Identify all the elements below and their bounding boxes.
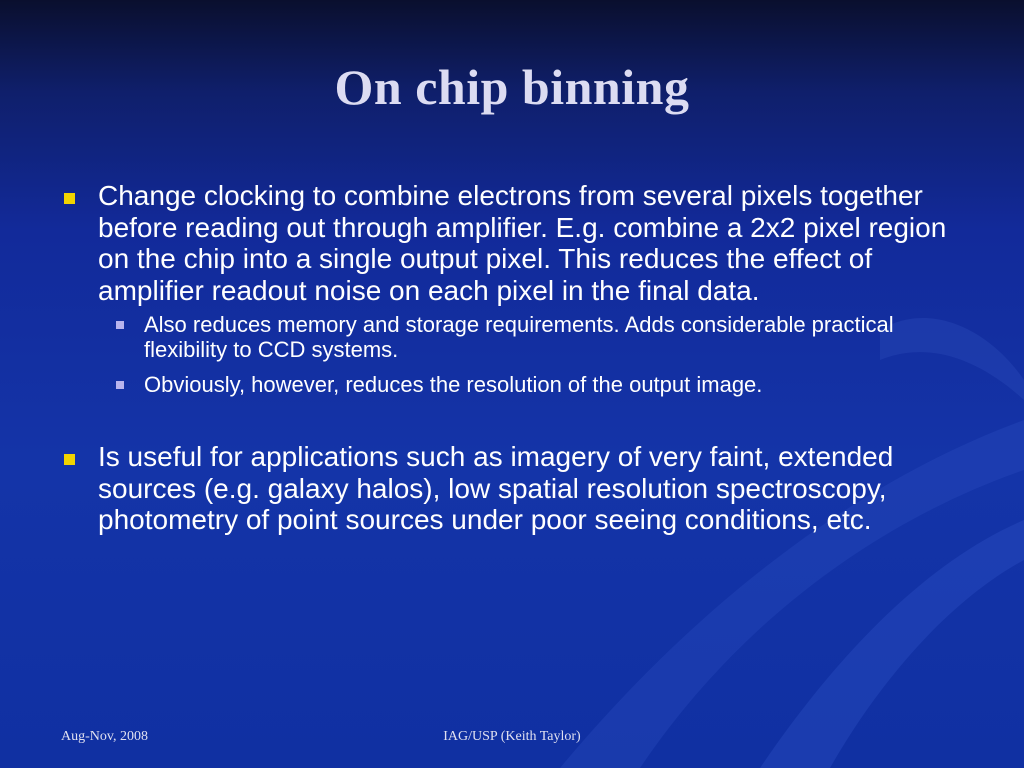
square-bullet-icon	[116, 381, 124, 389]
footer-author: IAG/USP (Keith Taylor)	[443, 729, 581, 744]
square-bullet-icon	[116, 321, 124, 329]
bullet-text: Change clocking to combine electrons from several pixels together before reading out through amplifier. E.g. combine a 2x2 pixel region on the chip into a single output pixel. This reduces the effect of amplifier readout noise on each pixel in the final data.	[98, 180, 947, 306]
sub-bullet-text: Also reduces memory and storage requirements. Adds considerable practical flexibility to CCD systems.	[144, 312, 894, 362]
footer-date: Aug-Nov, 2008	[61, 729, 148, 744]
bullet-item	[60, 180, 960, 306]
sub-bullet-item	[114, 372, 960, 397]
sub-bullet-item	[114, 312, 960, 362]
square-bullet-icon	[64, 454, 75, 465]
square-bullet-icon	[64, 193, 75, 204]
sub-bullet-list	[60, 312, 960, 397]
sub-bullet-text: Obviously, however, reduces the resolution of the output image.	[144, 372, 763, 397]
bullet-text: Is useful for applications such as imagery of very faint, extended sources (e.g. galaxy halos), low spatial resolution spectroscopy, photometry of point sources under poor seeing conditions, etc.	[98, 441, 894, 535]
bullet-item	[60, 441, 960, 536]
slide-content	[60, 180, 960, 536]
slide-title: On chip binning	[334, 59, 690, 115]
